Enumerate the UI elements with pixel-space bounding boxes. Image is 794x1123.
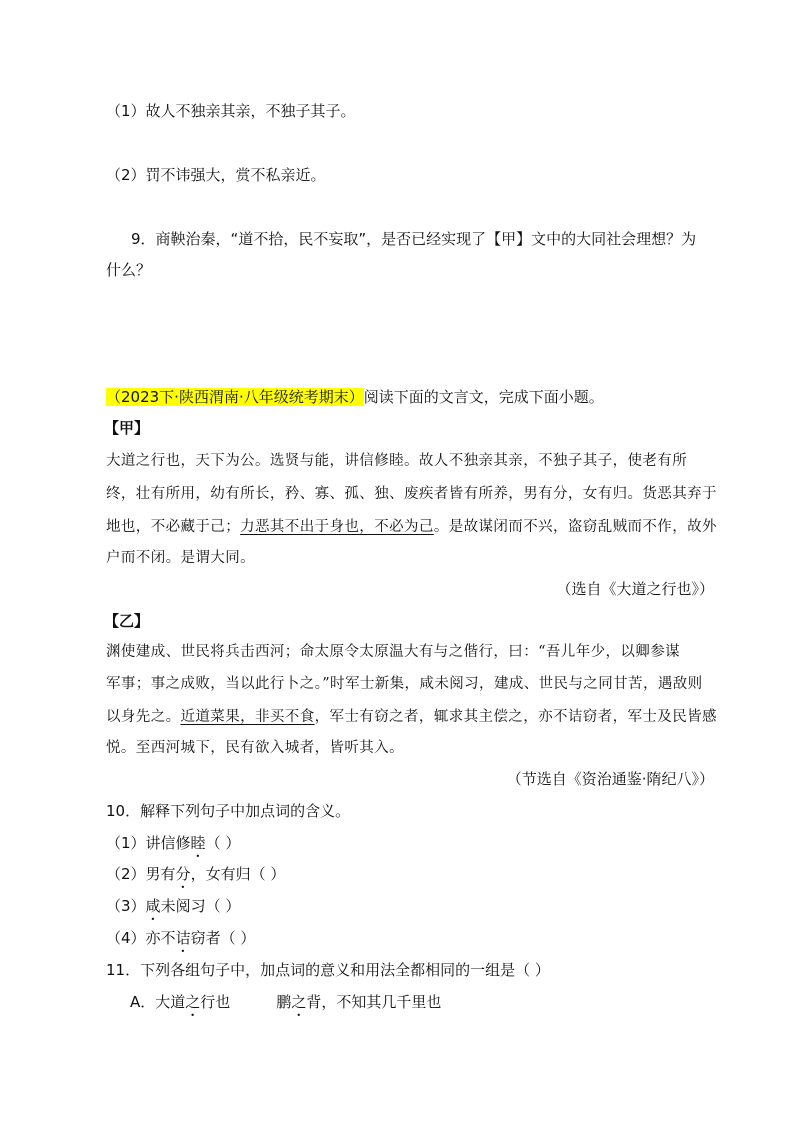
- yi-underlined-sentence: 近道菜果，非买不食: [180, 709, 315, 725]
- yi-line-3-pre: 以身先之。: [106, 709, 181, 725]
- q11-title: 11．下列各组句子中，加点词的意义和用法全都相同的一组是（ ）: [106, 961, 550, 979]
- q10-item-3-dotted: 咸: [145, 897, 161, 915]
- q10-item-3: [106, 896, 240, 924]
- q10-item-4-pre: （4）亦不: [106, 929, 176, 947]
- q10-title: 10．解释下列句子中加点词的含义。: [106, 802, 351, 820]
- jia-line-3-post: 。是故谋闭而不兴，盗窃乱贼而不作，故外: [433, 519, 717, 535]
- q10-item-1: [106, 833, 240, 861]
- q10-item-4: [106, 928, 255, 956]
- intro-text: 阅读下面的文言文，完成下面小题。: [363, 388, 604, 406]
- q11-option-a-pre: A．大道: [130, 993, 186, 1011]
- jia-label: 【甲】: [104, 419, 150, 437]
- q8-sentence-1: （1）故人不独亲其亲，不独子其子。: [106, 102, 356, 120]
- jia-underlined-sentence: 力恶其不出于身也，不必为己: [240, 519, 434, 535]
- yi-line-4: 悦。至西河城下，民有欲入城者，皆听其入。: [106, 740, 404, 756]
- q10-item-2-blank: ，女有归（ ）: [190, 865, 286, 883]
- q10-item-2-pre: （2）男有: [106, 865, 176, 883]
- q10-item-3-blank: 未阅习（ ）: [160, 897, 241, 915]
- q10-item-3-pre: （3）: [106, 897, 146, 915]
- q10-item-2-dotted: 分: [175, 865, 191, 883]
- yi-source: （节选自《资治通鉴·隋纪八》）: [506, 770, 714, 788]
- q9-line-2: 什么？: [106, 261, 152, 279]
- q11-option-a-dotted-1: 之: [185, 993, 201, 1011]
- q10-item-1-blank: （ ）: [205, 834, 241, 852]
- q9-line-1: 9．商鞅治秦，“道不拾，民不妄取”，是否已经实现了【甲】文中的大同社会理想？为: [131, 230, 697, 248]
- q11-option-a: [130, 992, 441, 1020]
- jia-line-2: 终，壮有所用，幼有所长，矜、寡、孤、独、废疾者皆有所养，男有分，女有归。货恶其弃于: [106, 486, 717, 502]
- q11-option-a-post: 行也: [200, 993, 231, 1011]
- source-tag: （2023下·陕西渭南·八年级统考期末）: [106, 388, 364, 406]
- q11-option-a-dotted-2: 之: [291, 993, 307, 1011]
- jia-line-3-pre: 地也，不必藏于己；: [106, 519, 241, 535]
- q10-item-4-blank: 窃者（ ）: [190, 929, 256, 947]
- q10-item-1-dotted: 睦: [190, 834, 206, 852]
- yi-label: 【乙】: [104, 612, 150, 630]
- jia-line-1: 大道之行也，天下为公。选贤与能，讲信修睦。故人不独亲其亲，不独子其子，使老有所: [106, 453, 688, 469]
- q10-item-1-pre: （1）讲信修: [106, 834, 191, 852]
- jia-line-3: [106, 517, 717, 537]
- yi-line-3: [106, 707, 717, 727]
- yi-line-2: 军事；事之成败，当以此行卜之。”时军士新集，咸未阅习，建成、世民与之同甘苦，遇敌则: [106, 676, 703, 692]
- yi-line-3-post: ，军士有窃之者，辄求其主偿之，亦不诘窃者，军士及民皆感: [314, 709, 717, 725]
- q11-option-a-second-pre: 鹏: [276, 993, 292, 1011]
- passage-intro: [106, 387, 604, 407]
- q10-item-2: [106, 864, 285, 892]
- yi-line-1: 渊使建成、世民将兵击西河；命太原令太原温大有与之偕行，曰：“吾儿年少，以卿参谋: [106, 644, 681, 660]
- jia-line-4: 户而不闭。是谓大同。: [106, 550, 255, 566]
- q11-option-a-second-post: 背，不知其几千里也: [306, 993, 442, 1011]
- jia-source: （选自《大道之行也》）: [556, 580, 714, 598]
- q8-sentence-2: （2）罚不讳强大，赏不私亲近。: [106, 166, 326, 184]
- q10-item-4-dotted: 诘: [175, 929, 191, 947]
